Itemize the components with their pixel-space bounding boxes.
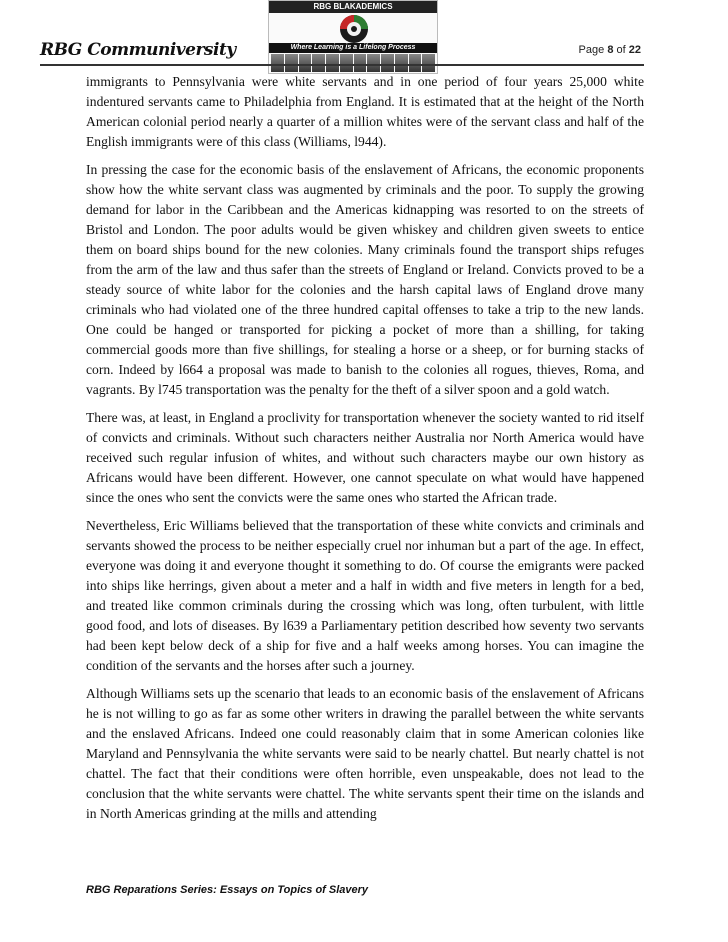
page-total: 22	[628, 44, 641, 56]
paragraph: Nevertheless, Eric Williams believed that the transportation of these white convicts and criminals and servants showed the process to be neither especially cruel nor inhuman but a part of the age. In effect, everyone was doing it and everyone thought it something to do. Of course the emigrants were packed into ships like herrings, given about a meter and a half in width and five meters in length for a bed, and treated like common criminals during the crossing which was long, often turbulent, with little good food, and lots of diseases. By l639 a Parliamentary petition described how seventy two servants had been kept below deck of a ship for five and a half weeks among horses. You can imagine the condition of the servants and the horses after such a journey.	[86, 518, 644, 673]
paragraph: immigrants to Pennsylvania were white servants and in one period of four years 25,000 white indentured servants came to Philadelphia from England. It is estimated that at the height of the North American colonial period nearly a quarter of a million whites were of the servant class and half of the English immigrants were of this class (Williams, l944).	[86, 74, 644, 149]
header-title: RBG Communiversity	[40, 40, 236, 60]
logo-portrait-strip	[271, 54, 435, 72]
paragraph: Although Williams sets up the scenario that leads to an economic basis of the enslavement of Africans he is not willing to go as far as some other writers in drawing the parallel between the white servants and the enslaved Africans. Indeed one could reasonably claim that in some American colonies like Maryland and Pennsylvania the white servants were said to be nearly chattel. But nearly chattel is not chattel. The fact that their conditions were often horrible, even unspeakable, does not lead to the conclusion that the white servants were chattel. The white servants spent their time on the islands and in North Americas grinding at the mills and attending	[86, 686, 644, 821]
header-divider	[40, 64, 644, 66]
page-current: 8	[607, 44, 614, 56]
footer-series-title: RBG Reparations Series: Essays on Topics of Slavery	[86, 884, 369, 896]
logo-emblem-icon	[331, 14, 377, 44]
blakademics-logo	[268, 0, 438, 74]
logo-name: RBG BLAKADEMICS	[269, 1, 437, 13]
document-body	[86, 72, 644, 832]
page-number	[579, 44, 641, 56]
paragraph: In pressing the case for the economic basis of the enslavement of Africans, the economic proponents show how the white servant class was augmented by criminals and the poor. To supply the growing demand for labor in the Caribbean and the Americas kidnapping was resorted to on the streets of Bristol and London. The poor adults would be given whiskey and children given sweets to entice them on board ships bound for the new colonies. Many criminals found the transport ships refuges from the arm of the law and thus safer than the streets of England or Ireland. Convicts proved to be a steady source of white labor for the colonies and the harsh capital laws of England drove many criminals who had violated one of the three hundred capital offenses to take a trip to the new lands. One could be hanged or transported for picking a pocket of more than a shilling, for taking commercial goods more than five shillings, for stealing a horse or a sheep, or for burning stacks of corn. Indeed by l664 a proposal was made to banish to the colonies all rogues, thieves, Roma, and vagrants. By l745 transportation was the penalty for the theft of a silver spoon and a gold watch.	[86, 162, 644, 397]
page-of: of	[616, 44, 626, 56]
paragraph: There was, at least, in England a proclivity for transportation whenever the society wanted to rid itself of convicts and criminals. Without such characters neither Australia nor North America would have received such regular infusion of whites, and without such characters maybe our own history as Africans would have been different. However, one cannot speculate on what would have happened since the ones who sent the convicts were the same ones who started the African trade.	[86, 410, 644, 505]
logo-tagline: Where Learning is a Lifelong Process	[269, 43, 437, 53]
page-label: Page	[578, 44, 605, 56]
